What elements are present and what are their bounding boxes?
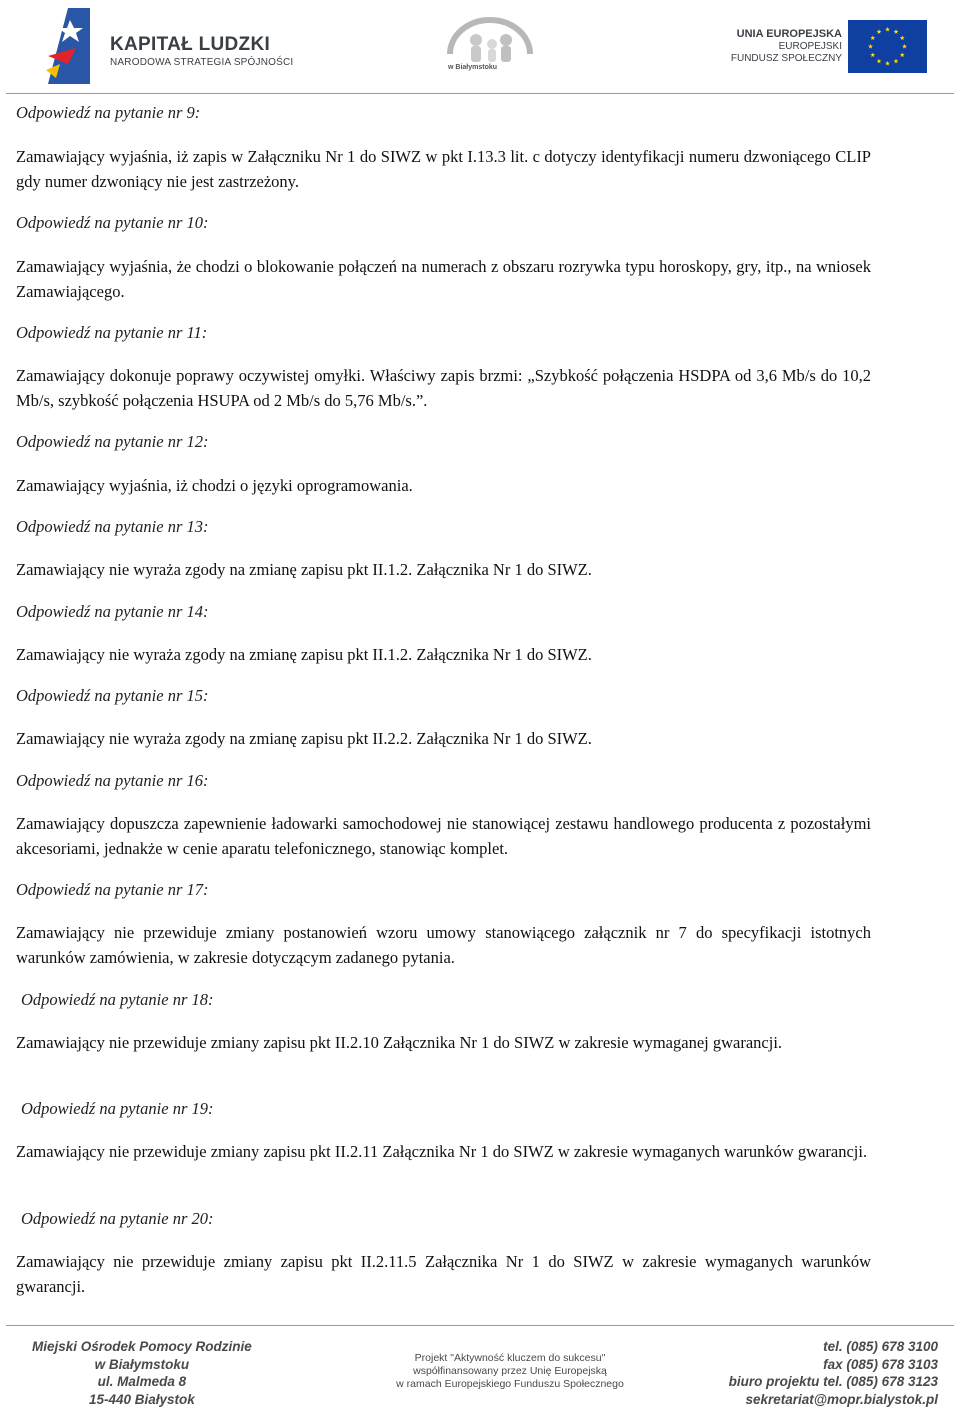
qa-answer: Zamawiający dokonuje poprawy oczywistej omyłki. Właściwy zapis brzmi: „Szybkość połączenia HSDPA od 3,6 Mb/s do 10,2 Mb/s, szybkość połączenia HSUPA od 2 Mb/s do 5,76 Mb/s.”. <box>16 363 871 413</box>
mopr-logo <box>440 14 540 84</box>
qa-answer: Zamawiający nie wyraża zgody na zmianę zapisu pkt II.1.2. Załącznika Nr 1 do SIWZ. <box>16 557 871 582</box>
kapital-ludzki-subtitle: NARODOWA STRATEGIA SPÓJNOŚCI <box>110 57 293 68</box>
qa-answer: Zamawiający nie przewiduje zmiany zapisu pkt II.2.11.5 Załącznika Nr 1 do SIWZ w zakresie wymaganych warunków gwarancji. <box>16 1249 871 1299</box>
eu-line-2: EUROPEJSKI <box>730 41 842 53</box>
footer-project <box>365 1352 655 1391</box>
qa-answer-block <box>16 363 871 413</box>
qa-answer: Zamawiający nie wyraża zgody na zmianę zapisu pkt II.2.2. Załącznika Nr 1 do SIWZ. <box>16 726 871 751</box>
footer-fax: fax (085) 678 3103 <box>680 1356 938 1374</box>
qa-answer-block <box>16 1139 871 1164</box>
kapital-ludzki-title: KAPITAŁ LUDZKI <box>110 34 270 56</box>
qa-question: Odpowiedź na pytanie nr 18: <box>21 988 213 1012</box>
footer-project-phone: biuro projektu tel. (085) 678 3123 <box>680 1373 938 1391</box>
qa-question: Odpowiedź na pytanie nr 17: <box>16 878 208 902</box>
footer-cofinancing: współfinansowany przez Unię Europejską <box>365 1365 655 1378</box>
qa-answer: Zamawiający nie przewiduje zmiany postanowień wzoru umowy stanowiącego załącznik nr 7 do specyfikacji istotnych warunków zamówienia, w zakresie dotyczącym zadanego pytania. <box>16 920 871 970</box>
qa-answer-block <box>16 254 871 304</box>
kapital-ludzki-emblem-icon <box>40 6 110 88</box>
header-divider <box>6 93 954 94</box>
qa-answer-block <box>16 811 871 861</box>
eu-title: UNIA EUROPEJSKA <box>730 28 842 41</box>
footer-address <box>32 1338 252 1408</box>
qa-question: Odpowiedź na pytanie nr 12: <box>16 430 208 454</box>
footer-city-line: w Białymstoku <box>32 1356 252 1374</box>
qa-block <box>16 321 207 345</box>
footer-email: sekretariat@mopr.bialystok.pl <box>680 1391 938 1408</box>
qa-answer-block <box>16 1030 871 1055</box>
qa-answer: Zamawiający wyjaśnia, że chodzi o blokowanie połączeń na numerach z obszaru rozrywka typu horoskopy, gry, itp., na wniosek Zamawiającego. <box>16 254 871 304</box>
qa-block <box>16 878 208 902</box>
qa-block <box>16 769 208 793</box>
footer-project-name: Projekt "Aktywność kluczem do sukcesu" <box>365 1352 655 1365</box>
qa-block <box>16 600 208 624</box>
eu-text-block <box>730 28 842 65</box>
page-header <box>0 0 960 95</box>
qa-answer: Zamawiający nie przewiduje zmiany zapisu pkt II.2.11 Załącznika Nr 1 do SIWZ w zakresie wymaganych warunków gwarancji. <box>16 1139 871 1164</box>
footer-contact <box>680 1338 938 1408</box>
qa-answer-block <box>16 1249 871 1299</box>
footer-street: ul. Malmeda 8 <box>32 1373 252 1391</box>
footer-phone: tel. (085) 678 3100 <box>680 1338 938 1356</box>
qa-block <box>16 101 200 125</box>
mopr-family-icon <box>440 14 540 70</box>
qa-question: Odpowiedź na pytanie nr 16: <box>16 769 208 793</box>
footer-org-name: Miejski Ośrodek Pomocy Rodzinie <box>32 1338 252 1356</box>
qa-answer-block <box>16 557 871 582</box>
qa-question: Odpowiedź na pytanie nr 19: <box>21 1097 213 1121</box>
eu-line-3: FUNDUSZ SPOŁECZNY <box>730 53 842 65</box>
qa-answer: Zamawiający dopuszcza zapewnienie ładowarki samochodowej nie stanowiącej zestawu handlowego producenta z pozostałymi akcesoriami, jednakże w cenie aparatu telefonicznego, stanowiąc komplet. <box>16 811 871 861</box>
qa-block <box>21 1097 213 1121</box>
footer-postal: 15-440 Białystok <box>32 1391 252 1408</box>
qa-answer-block <box>16 726 871 751</box>
qa-answer-block <box>16 144 871 194</box>
qa-block <box>21 988 213 1012</box>
qa-question: Odpowiedź na pytanie nr 13: <box>16 515 208 539</box>
qa-block <box>16 684 208 708</box>
mopr-logo-caption: w Białymstoku <box>448 64 497 71</box>
qa-answer-block <box>16 920 871 970</box>
footer-divider <box>6 1325 954 1326</box>
qa-answer: Zamawiający nie wyraża zgody na zmianę zapisu pkt II.1.2. Załącznika Nr 1 do SIWZ. <box>16 642 871 667</box>
qa-question: Odpowiedź na pytanie nr 20: <box>21 1207 213 1231</box>
qa-block <box>16 515 208 539</box>
qa-question: Odpowiedź na pytanie nr 14: <box>16 600 208 624</box>
qa-block <box>16 211 208 235</box>
qa-answer: Zamawiający nie przewiduje zmiany zapisu pkt II.2.10 Załącznika Nr 1 do SIWZ w zakresie wymaganej gwarancji. <box>16 1030 871 1055</box>
footer-fund: w ramach Europejskiego Funduszu Społecznego <box>365 1378 655 1391</box>
qa-answer: Zamawiający wyjaśnia, iż zapis w Załączniku Nr 1 do SIWZ w pkt I.13.3 lit. c dotyczy identyfikacji numeru dzwoniącego CLIP gdy numer dzwoniący nie jest zastrzeżony. <box>16 144 871 194</box>
qa-answer: Zamawiający wyjaśnia, iż chodzi o języki oprogramowania. <box>16 473 871 498</box>
qa-question: Odpowiedź na pytanie nr 11: <box>16 321 207 345</box>
qa-answer-block <box>16 642 871 667</box>
qa-question: Odpowiedź na pytanie nr 15: <box>16 684 208 708</box>
qa-block <box>21 1207 213 1231</box>
page-footer <box>0 1330 960 1406</box>
qa-question: Odpowiedź na pytanie nr 9: <box>16 101 200 125</box>
qa-question: Odpowiedź na pytanie nr 10: <box>16 211 208 235</box>
qa-block <box>16 430 208 454</box>
qa-answer-block <box>16 473 871 498</box>
eu-flag-icon <box>848 20 927 73</box>
